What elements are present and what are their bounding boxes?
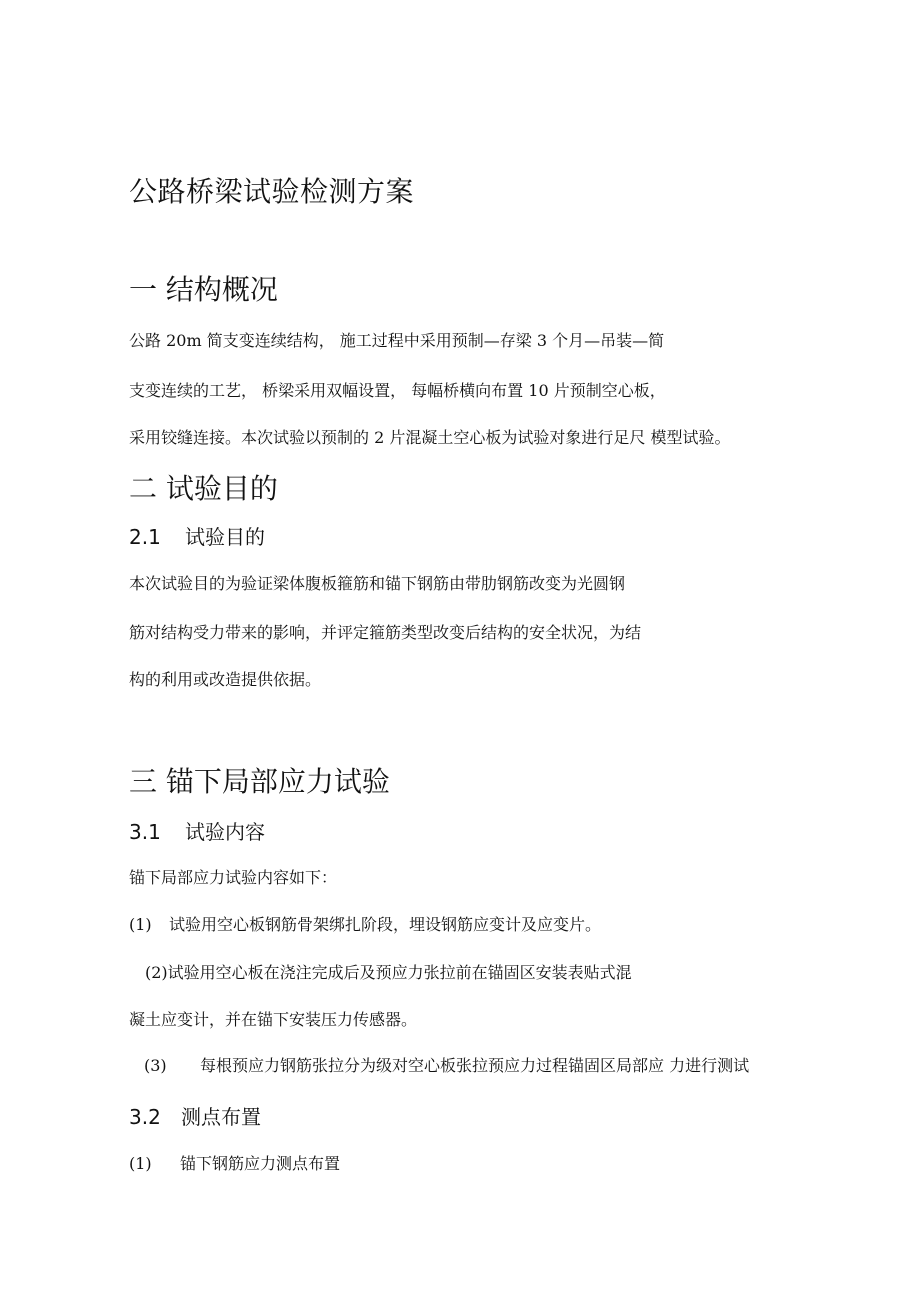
subsection-title: 试验内容 xyxy=(185,820,265,844)
subsection-2-1-heading xyxy=(129,521,265,550)
subsection-3-1-heading xyxy=(129,816,265,845)
paragraph-line: 筋对结构受力带来的影响，并评定箍筋类型改变后结构的安全状况，为结 xyxy=(129,623,642,642)
subsection-number: 2.1 xyxy=(129,525,161,549)
subsection-number: 3.1 xyxy=(129,820,161,844)
paragraph-line: 支变连续的工艺， 桥梁采用双幅设置， 每幅桥横向布置 10 片预制空心板， xyxy=(129,381,666,400)
subsection-title: 测点布置 xyxy=(181,1105,261,1129)
subsection-number: 3.2 xyxy=(129,1105,161,1129)
paragraph-line: 公路 20m 简支变连续结构， 施工过程中采用预制—存梁 3 个月—吊装—简 xyxy=(129,331,665,350)
list-item-number: (2) xyxy=(145,963,168,982)
subsection-title: 试验目的 xyxy=(185,525,265,549)
list-item xyxy=(145,960,632,983)
paragraph-line: 采用铰缝连接。本次试验以预制的 2 片混凝土空心板为试验对象进行足尺 模型试验。 xyxy=(129,428,731,447)
list-item-text: 每根预应力钢筋张拉分为级对空心板张拉预应力过程锚固区局部应 力进行测试 xyxy=(200,1056,750,1075)
list-item xyxy=(129,1151,340,1174)
section-3-heading: 三 锚下局部应力试验 xyxy=(129,765,390,798)
list-item xyxy=(129,912,601,935)
subsection-3-2-heading xyxy=(129,1101,261,1130)
list-item-continuation: 凝土应变计，并在锚下安装压力传感器。 xyxy=(129,1010,418,1029)
list-item xyxy=(144,1053,749,1076)
list-item-number: (1) xyxy=(129,1154,152,1173)
paragraph-line: 本次试验目的为验证梁体腹板箍筋和锚下钢筋由带肋钢筋改变为光圆钢 xyxy=(129,574,626,593)
list-item-text: 锚下钢筋应力测点布置 xyxy=(180,1154,341,1173)
paragraph-line: 锚下局部应力试验内容如下： xyxy=(129,868,338,887)
list-item-number: (3) xyxy=(144,1056,167,1075)
list-item-text: 试验用空心板钢筋骨架绑扎阶段，埋设钢筋应变计及应变片。 xyxy=(169,915,602,934)
list-item-text: 试验用空心板在浇注完成后及预应力张拉前在锚固区安装表贴式混 xyxy=(167,963,632,982)
section-1-heading: 一 结构概况 xyxy=(129,273,278,306)
page-title: 公路桥梁试验检测方案 xyxy=(129,175,415,208)
list-item-number: (1) xyxy=(129,915,152,934)
paragraph-line: 构的利用或改造提供依据。 xyxy=(129,670,322,689)
section-2-heading: 二 试验目的 xyxy=(129,472,278,505)
